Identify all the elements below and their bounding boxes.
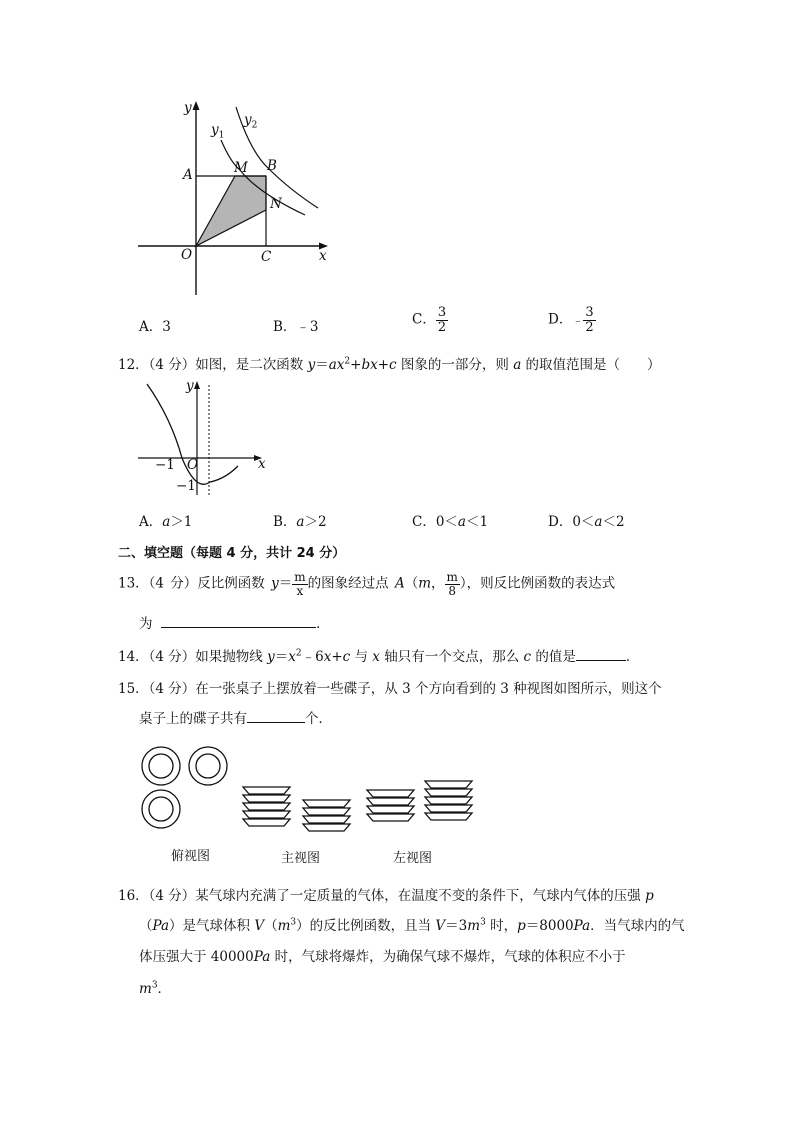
q11-label-O: O: [181, 247, 193, 263]
q12-stem: 12．（4 分）如图，是二次函数 $y=ax^2+bx+c$ 图象的一部分，则 a 的取值范围是（ ）: [118, 356, 661, 373]
q11-label-y2: $y_2$: [244, 112, 258, 131]
q11-graph: [130, 95, 340, 300]
q12-label-neg1-x: −1: [155, 457, 175, 473]
q16-line3: 体压强大于 40000Pa 时，气球将爆炸，为确保气球不爆炸，气球的体积应不小于: [139, 949, 626, 965]
q12-graph: [135, 375, 275, 500]
q13-line1: 13．（4 分）反比例函数 y＝ $\frac{m}{x}$ 的图象经过点 A（m， $\frac{m}{8}$ ），则反比例函数的表达式: [118, 570, 616, 598]
q11-label-B: B: [267, 158, 277, 174]
q11-option-b: B．﹣3: [273, 319, 319, 335]
q14-answer-blank[interactable]: [576, 648, 626, 661]
q16-line1: 16．（4 分）某气球内充满了一定质量的气体，在温度不变的条件下，气球内气体的压强 p: [118, 888, 654, 904]
q12-label-y: y: [186, 378, 194, 394]
q12-option-a: A．a＞1: [139, 514, 193, 530]
q11-label-C: C: [261, 249, 272, 265]
q16-line2: （Pa）是气球体积 $V(m^3)$的反比例函数，且当 $V=3m^3$ 时，p＝8000Pa．当气球内的气: [139, 917, 685, 934]
q11-label-N: N: [270, 196, 282, 212]
q12-option-d: D．0＜a＜2: [548, 514, 625, 530]
q11-label-y: y: [184, 100, 192, 116]
q14-stem: 14．（4 分）如果抛物线 $y=x^2﹣6x+c$ 与 x 轴只有一个交点，那么 c 的值是 ．: [118, 648, 640, 665]
q12-option-b: B．a＞2: [273, 514, 327, 530]
q11-option-c: C． $\frac{3}{2}$: [412, 305, 447, 335]
q11-option-d: D．﹣ $\frac{3}{2}$: [548, 305, 594, 335]
q11-option-a: A．3: [139, 319, 171, 335]
q11-shaded-region: [196, 176, 266, 246]
q12-label-x: x: [258, 456, 266, 472]
q15-line2: 桌子上的碟子共有 个．: [139, 711, 332, 727]
q15-label-front-view: 主视图: [281, 851, 321, 866]
top-view: [142, 747, 227, 828]
q11-label-A: A: [183, 167, 193, 183]
q15-label-top-view: 俯视图: [171, 849, 211, 864]
q15-answer-blank[interactable]: [247, 710, 305, 723]
section2-title: 二、填空题（每题 4 分，共计 24 分）: [118, 546, 346, 561]
q13-answer-blank[interactable]: [161, 615, 316, 628]
q16-line4: $m^3$．: [139, 980, 172, 997]
q15-label-left-view: 左视图: [393, 851, 433, 866]
q11-label-x: x: [319, 248, 327, 264]
q12-label-neg1-y: −1: [176, 478, 196, 494]
q12-option-c: C．0＜a＜1: [412, 514, 489, 530]
q15-line1: 15．（4 分）在一张桌子上摆放着一些碟子，从 3 个方向看到的 3 种视图如图所示，则这个: [118, 681, 662, 697]
q11-label-y1: $y_1$: [211, 122, 225, 141]
front-view: [243, 787, 350, 831]
q13-line2: 为 ．: [139, 616, 330, 632]
q12-label-O: O: [187, 457, 199, 473]
left-view: [367, 781, 472, 821]
q15-views: [135, 740, 485, 840]
q11-label-M: M: [234, 160, 248, 176]
q11-y-arrow: [193, 101, 200, 110]
q12-y-arrow: [194, 381, 200, 389]
